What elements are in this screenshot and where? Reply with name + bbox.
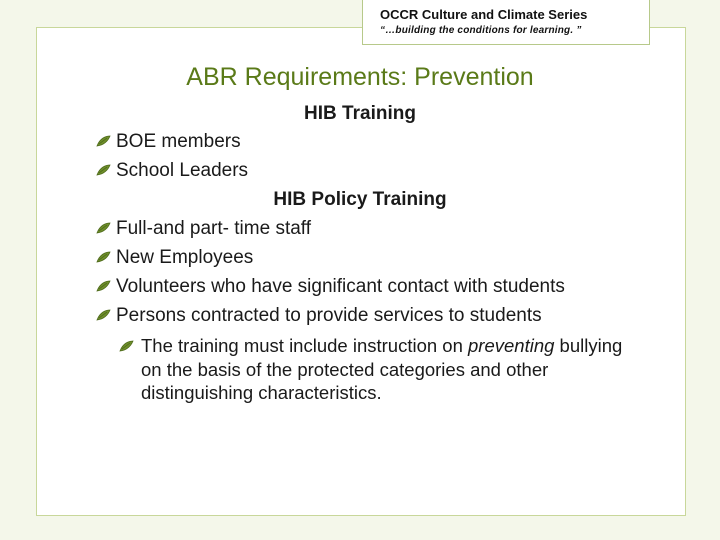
leaf-bullet-icon [96,135,111,147]
leaf-bullet-icon [96,309,111,321]
sub-bullet-suffix: bullying on the basis of the protected categories and other distinguishing characteristics. [141,335,623,403]
bullet-text: Persons contracted to provide services to students [116,305,542,326]
leaf-bullet-icon [96,251,111,263]
bullet-item [116,131,241,153]
series-title: OCCR Culture and Climate Series [380,7,588,22]
bullet-item [116,247,253,269]
section-heading-hib-policy-training: HIB Policy Training [273,189,447,210]
bullet-text: New Employees [116,247,254,268]
leaf-bullet-icon [96,280,111,292]
bullet-item [116,218,311,240]
leaf-bullet-icon [96,222,111,234]
bullet-item [116,160,248,182]
bullet-text: School Leaders [116,160,249,181]
bullet-text: BOE members [116,131,241,152]
bullet-item [116,276,565,298]
sub-bullet-emphasis: preventing [468,335,555,356]
sub-bullet-item [141,334,641,405]
bullet-item [116,305,542,327]
slide-title: ABR Requirements: Prevention [186,63,534,91]
sub-bullet-prefix: The training must include instruction on [141,335,469,356]
section-heading-hib-training: HIB Training [304,103,416,124]
leaf-bullet-icon [96,164,111,176]
bullet-text: Volunteers who have significant contact with students [116,276,565,297]
series-subtitle: “…building the conditions for learning. ” [380,25,582,36]
content-frame [36,27,686,516]
bullet-text: Full-and part- time staff [116,218,312,239]
leaf-bullet-icon [119,340,134,352]
